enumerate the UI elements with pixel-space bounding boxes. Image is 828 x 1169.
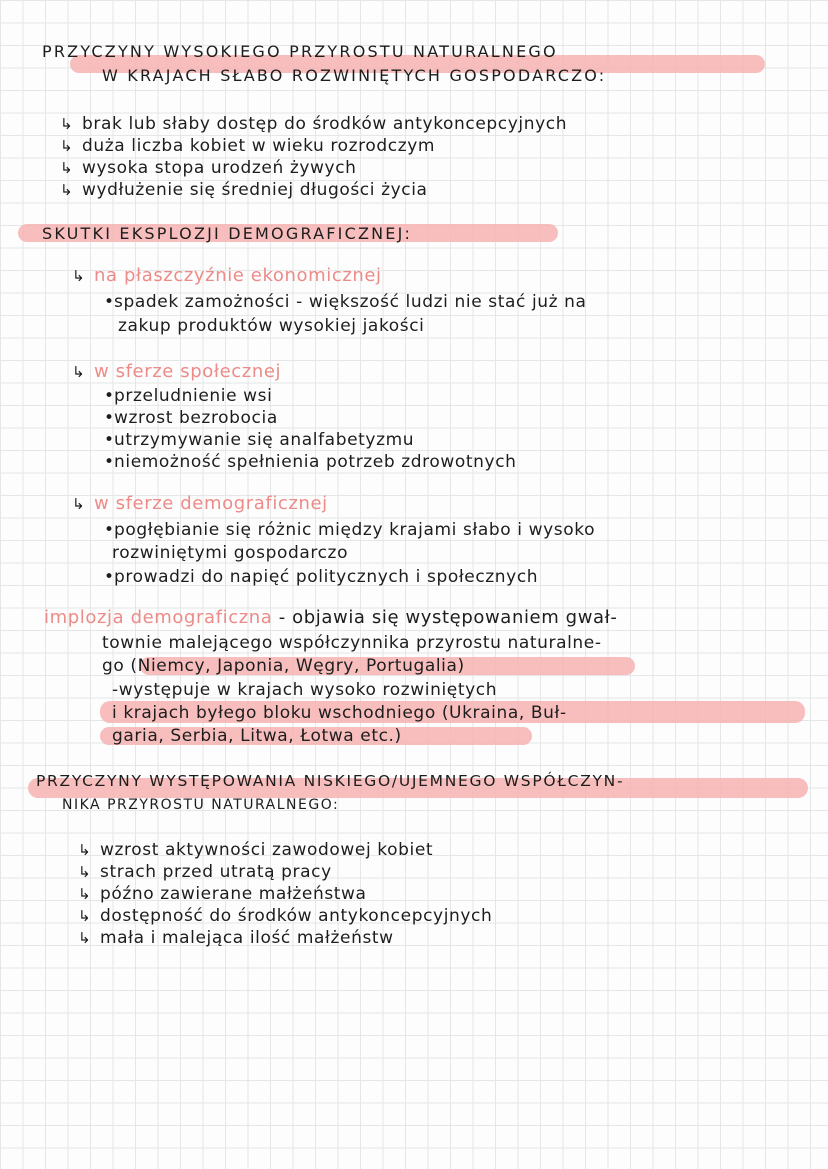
implosion-line4: -występuje w krajach wysoko rozwiniętych xyxy=(112,680,498,700)
demographic-item2: •prowadzi do napięć politycznych i społecznych xyxy=(104,567,539,587)
arrow-icon: ↳ xyxy=(72,363,86,381)
bullet-icon: • xyxy=(104,520,115,540)
bullet-icon: • xyxy=(104,430,115,450)
arrow-icon: ↳ xyxy=(78,907,92,925)
implosion-term: implozja demograficzna xyxy=(44,607,273,628)
effects-title: SKUTKI EKSPLOZJI DEMOGRAFICZNEJ: xyxy=(42,224,413,243)
list-item: •niemożność spełnienia potrzeb zdrowotnych xyxy=(104,452,517,472)
arrow-icon: ↳ xyxy=(78,863,92,881)
arrow-icon: ↳ xyxy=(60,137,74,155)
implosion-line1: implozja demograficzna - objawia się występowaniem gwał- xyxy=(44,607,618,628)
implosion-countries-1: (Niemcy, Japonia, Węgry, Portugalia) xyxy=(130,656,465,676)
title-line-2: W KRAJACH SŁABO ROZWINIĘTYCH GOSPODARCZO: xyxy=(102,66,607,85)
list-item: ↳ późno zawierane małżeństwa xyxy=(78,884,367,904)
title-line-1: PRZYCZYNY WYSOKIEGO PRZYROSTU NATURALNEGO xyxy=(42,42,558,61)
arrow-icon: ↳ xyxy=(60,181,74,199)
list-item: •przeludnienie wsi xyxy=(104,386,273,406)
arrow-icon: ↳ xyxy=(60,115,74,133)
list-item: ↳ wydłużenie się średniej długości życia xyxy=(60,180,428,200)
list-item: ↳ wysoka stopa urodzeń żywych xyxy=(60,158,357,178)
bullet-icon: • xyxy=(104,292,115,312)
list-item: ↳ brak lub słaby dostęp do środków antykoncepcyjnych xyxy=(60,114,568,134)
demographic-heading: ↳ w sferze demograficznej xyxy=(72,493,328,514)
list-item: ↳ strach przed utratą pracy xyxy=(78,862,332,882)
list-item: ↳ dostępność do środków antykoncepcyjnych xyxy=(78,906,493,926)
implosion-countries-2: (Ukraina, Buł- xyxy=(441,703,567,723)
bullet-icon: • xyxy=(104,386,115,406)
arrow-icon: ↳ xyxy=(78,885,92,903)
list-item: ↳ wzrost aktywności zawodowej kobiet xyxy=(78,840,434,860)
social-heading: ↳ w sferze społecznej xyxy=(72,361,282,382)
arrow-icon: ↳ xyxy=(60,159,74,177)
implosion-line5: i krajach byłego bloku wschodniego (Ukraina, Buł- xyxy=(112,703,567,723)
implosion-line3: go (Niemcy, Japonia, Węgry, Portugalia) xyxy=(102,656,465,676)
arrow-icon: ↳ xyxy=(72,495,86,513)
bullet-icon: • xyxy=(104,408,115,428)
demographic-item1-line1: •pogłębianie się różnic między krajami słabo i wysoko xyxy=(104,520,596,540)
low-title-line-1: PRZYCZYNY WYSTĘPOWANIA NISKIEGO/UJEMNEGO WSPÓŁCZYN- xyxy=(36,772,625,790)
economic-item-line2: zakup produktów wysokiej jakości xyxy=(118,316,425,336)
implosion-line6: garia, Serbia, Litwa, Łotwa etc.) xyxy=(112,726,402,746)
economic-heading: ↳ na płaszczyźnie ekonomicznej xyxy=(72,265,382,286)
bullet-icon: • xyxy=(104,452,115,472)
list-item: ↳ mała i malejąca ilość małżeństw xyxy=(78,928,394,948)
arrow-icon: ↳ xyxy=(78,841,92,859)
list-item: •wzrost bezrobocia xyxy=(104,408,278,428)
demographic-item1-line2: rozwiniętymi gospodarczo xyxy=(112,543,349,563)
low-title-line-2: NIKA PRZYROSTU NATURALNEGO: xyxy=(62,797,340,813)
bullet-icon: • xyxy=(104,567,115,587)
arrow-icon: ↳ xyxy=(72,267,86,285)
list-item: ↳ duża liczba kobiet w wieku rozrodczym xyxy=(60,136,436,156)
arrow-icon: ↳ xyxy=(78,929,92,947)
list-item: •utrzymywanie się analfabetyzmu xyxy=(104,430,415,450)
economic-item-line1: •spadek zamożności - większość ludzi nie stać już na xyxy=(104,292,587,312)
implosion-line2: townie malejącego współczynnika przyrostu naturalne- xyxy=(102,633,602,653)
